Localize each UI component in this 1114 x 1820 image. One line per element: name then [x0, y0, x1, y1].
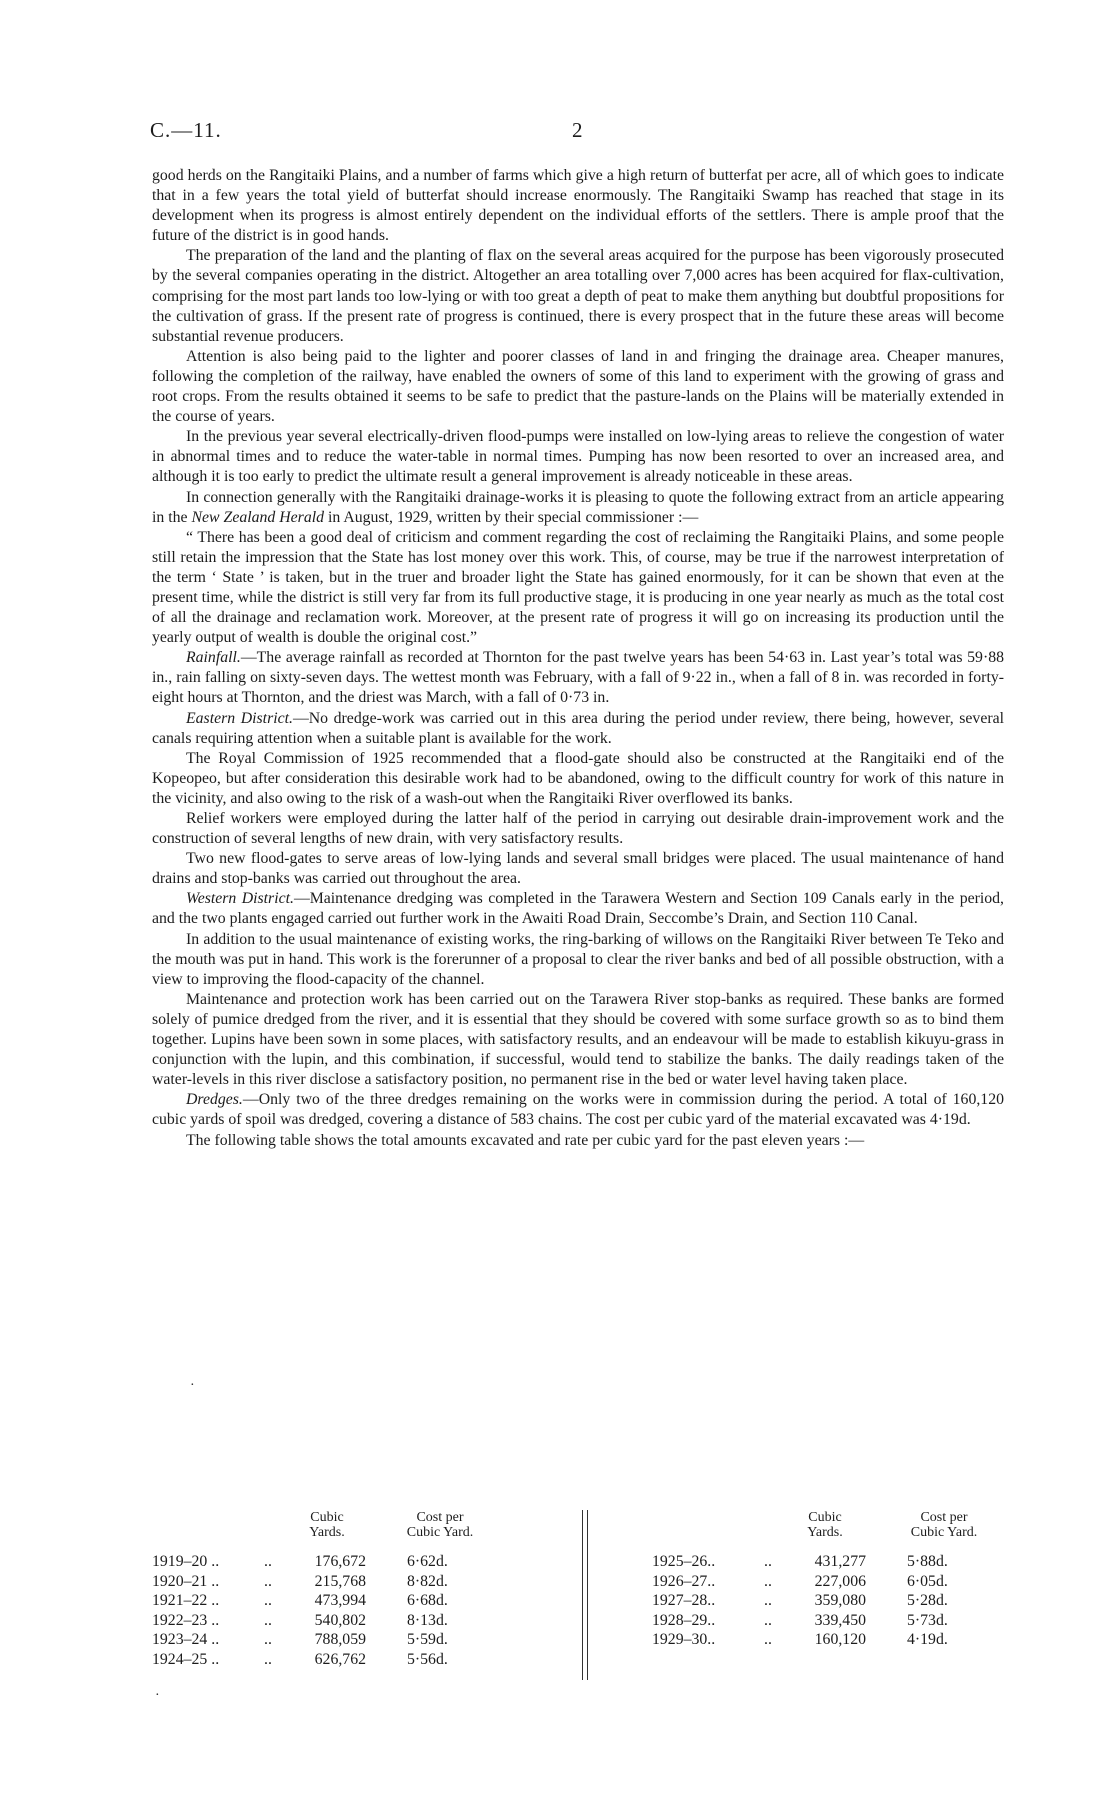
cell-cost: 8·13d.: [407, 1611, 448, 1629]
document-code: C.—11.: [150, 118, 222, 142]
paragraph-text: —The average rainfall as recorded at Thornton for the past twelve years has been 54·63 in. Last year’s total was 59·88 in., rain falling on sixty-seven days. The wettest month was February, with a fall of 9·22 in., when a fall of 8 in. was recorded in forty-eight hours at Thornton, and the driest was March, with a fall of 0·73 in.: [152, 649, 1004, 707]
cell-cost: 4·19d.: [907, 1631, 948, 1649]
paragraph: [152, 930, 1004, 990]
cell-yards: 473,994: [314, 1592, 366, 1610]
cell-year: 1924–25 ..: [152, 1651, 220, 1668]
cell-yards: 359,080: [814, 1592, 866, 1610]
cell-cost: 6·05d.: [907, 1572, 948, 1590]
paragraph-text: —No dredge-work was carried out in this area during the period under review, there being, however, several canals requiring attention when a suitable plant is available for the work.: [152, 709, 1004, 747]
paragraph-text: —Maintenance dredging was completed in the Tarawera Western and Section 109 Canals early in the period, and the two plants engaged carried out further work in the Awaiti Road Drain, Seccombe’s Drain, and Section 110 Canal.: [152, 890, 1004, 928]
paragraph-text: “ There has been a good deal of criticism and comment regarding the cost of reclaiming the Rangitaiki Plains, and some people still retain the impression that the State has lost money over this work. This, of course, may be true if the narrowest interpretation of the term ‘ State ’ is taken, but in the truer and broader light the State has gained enormously, for it can be shown that even at the present time, while the district is still very far from its full productive stage, it is producing in one year nearly as much as the total cost of all the drainage and reclamation work. Moreover, at the present rate of progress it will go on increasing its production until the yearly output of wealth is double the original cost.”: [152, 528, 1004, 647]
italic-heading: Eastern District.: [186, 709, 293, 727]
cell-dots: ..: [764, 1611, 772, 1629]
paragraph: [152, 488, 1004, 528]
paragraph-text: good herds on the Rangitaiki Plains, and a number of farms which give a high return of butterfat per acre, all of which goes to indicate that in a few years the total yield of butterfat should increase enormously. The Rangitaiki Swamp has reached that stage in its development when its progress is almost entirely dependent on the individual efforts of the settlers. There is ample proof that the future of the district is in good hands.: [152, 167, 1004, 245]
paragraph: [152, 809, 1004, 849]
paragraph-text: In connection generally with the Rangitaiki drainage-works it is pleasing to quote the following extract from an article appearing in the: [152, 488, 1004, 526]
left-yards-header: Cubic Yards.: [309, 1510, 345, 1540]
cell-cost: 5·88d.: [907, 1553, 948, 1570]
cell-cost: 5·73d.: [907, 1611, 948, 1629]
cell-year: 1922–23 ..: [152, 1611, 220, 1629]
cell-yards: 160,120: [814, 1631, 866, 1649]
cell-dots: ..: [764, 1572, 772, 1590]
cell-dots: ..: [264, 1572, 272, 1590]
paragraph-text: Maintenance and protection work has been carried out on the Tarawera River stop-banks as required. These banks are formed solely of pumice dredged from the river, and it is essential that they should be covered with some surface growth so as to bind them together. Lupins have been sown in some places, with satisfactory results, and an endeavour will be made to establish kikuyu-grass in conjunction with the lupin, and this combination, if successful, would tend to stabilize the banks. The daily readings taken of the water-levels in this river disclose a satisfactory position, no permanent rise in the bed or water level having taken place.: [152, 990, 1004, 1089]
paragraph: [152, 246, 1004, 346]
cell-year: 1923–24 ..: [152, 1631, 220, 1649]
paragraph-text: in August, 1929, written by their special commissioner :—: [324, 508, 699, 526]
cell-dots: ..: [264, 1553, 272, 1570]
cell-yards: 788,059: [314, 1631, 366, 1649]
cell-year: 1929–30..: [652, 1631, 716, 1649]
paragraph: [152, 347, 1004, 427]
body-text: [152, 166, 1004, 1151]
cell-cost: 5·59d.: [407, 1631, 448, 1649]
right-yards-header: Cubic Yards.: [807, 1510, 843, 1540]
page-header: [150, 118, 970, 148]
paragraph-text: Attention is also being paid to the lighter and poorer classes of land in and fringing the drainage area. Cheaper manures, following the completion of the railway, have enabled the owners of some of this land to experiment with the growing of grass and root crops. From the results obtained it seems to be safe to predict that the pasture-lands on the Plains will be materially extended in the course of years.: [152, 347, 1004, 426]
cell-cost: 5·28d.: [907, 1592, 948, 1610]
paragraph-text: In the previous year several electrically-driven flood-pumps were installed on low-lying areas to relieve the congestion of water in abnormal times and to reduce the water-table in normal times. Pumping has now been resorted to over an increased area, and although it is too early to predict the ultimate result a general improvement is already noticeable in these areas.: [152, 428, 1004, 486]
paragraph: [152, 166, 1004, 246]
paragraph: [152, 990, 1004, 1090]
stray-mark: ·: [190, 1378, 195, 1393]
paragraph: [152, 1131, 1004, 1151]
paragraph: [152, 849, 1004, 889]
cell-dots: ..: [264, 1651, 272, 1668]
cell-dots: ..: [764, 1553, 772, 1570]
stray-mark: ·: [155, 1688, 160, 1703]
cell-yards: 339,450: [814, 1611, 866, 1629]
paragraph-text: The Royal Commission of 1925 recommended that a flood-gate should also be constructed at the Rangitaiki end of the Kopeopeo, but after consideration this desirable work had to be abandoned, owing to the difficult country for work of this nature in the vicinity, and also owing to the risk of a wash-out when the Rangitaiki River overflowed its banks.: [152, 749, 1004, 807]
cell-year: 1928–29..: [652, 1611, 716, 1629]
cell-year: 1926–27..: [652, 1572, 716, 1590]
paragraph-text: The following table shows the total amounts excavated and rate per cubic yard for the past eleven years :—: [186, 1131, 865, 1149]
paragraph-text: Two new flood-gates to serve areas of low-lying lands and several small bridges were placed. The usual maintenance of hand drains and stop-banks was carried out throughout the area.: [152, 850, 1004, 888]
cell-yards: 215,768: [314, 1572, 366, 1590]
paragraph-text: In addition to the usual maintenance of existing works, the ring-barking of willows on the Rangitaiki River between Te Teko and the mouth was put in hand. This work is the forerunner of a proposal to clear the river banks and bed of all possible obstruction, with a view to improving the flood-capacity of the channel.: [152, 930, 1004, 988]
cell-yards: 227,006: [814, 1572, 866, 1590]
italic-heading: New Zealand Herald: [191, 508, 325, 526]
cell-dots: ..: [264, 1631, 272, 1649]
cell-year: 1920–21 ..: [152, 1572, 220, 1590]
paragraph-text: The preparation of the land and the planting of flax on the several areas acquired for the purpose has been vigorously prosecuted by the several companies operating in the district. Altogether an area totalling over 7,000 acres has been acquired for flax-cultivation, comprising for the most part lands too low-lying or with too great a depth of peat to make them anything but doubtful propositions for the cultivation of grass. If the present rate of progress is continued, there is every prospect that in the future these areas will become substantial revenue producers.: [152, 247, 1004, 345]
cell-yards: 176,672: [314, 1553, 366, 1570]
paragraph: [152, 528, 1004, 649]
cell-cost: 6·68d.: [407, 1592, 448, 1610]
table-divider: [582, 1510, 588, 1680]
right-cost-header: Cost per Cubic Yard.: [910, 1510, 978, 1540]
cell-cost: 8·82d.: [407, 1572, 448, 1590]
cell-dots: ..: [264, 1592, 272, 1610]
cell-year: 1921–22 ..: [152, 1592, 220, 1610]
cell-dots: ..: [264, 1611, 272, 1629]
cell-year: 1925–26..: [652, 1553, 716, 1570]
paragraph-text: Relief workers were employed during the latter half of the period in carrying out desirable drain-improvement work and the construction of several lengths of new drain, with very satisfactory results.: [152, 810, 1004, 848]
cell-yards: 540,802: [314, 1611, 366, 1629]
cell-yards: 431,277: [814, 1553, 866, 1570]
cell-yards: 626,762: [314, 1651, 366, 1668]
cell-cost: 5·56d.: [407, 1651, 448, 1668]
page-number: 2: [572, 118, 583, 142]
paragraph: [152, 749, 1004, 809]
italic-heading: Western District.: [186, 890, 294, 908]
cell-cost: 6·62d.: [407, 1553, 448, 1570]
paragraph: [152, 427, 1004, 487]
italic-heading: Rainfall.: [186, 649, 241, 667]
paragraph: [152, 709, 1004, 749]
left-cost-header: Cost per Cubic Yard.: [406, 1510, 474, 1540]
cell-dots: ..: [764, 1631, 772, 1649]
cell-year: 1927–28..: [652, 1592, 716, 1610]
italic-heading: Dredges.: [186, 1091, 243, 1109]
cell-dots: ..: [764, 1592, 772, 1610]
paragraph: [152, 648, 1004, 708]
paragraph: [152, 1090, 1004, 1130]
paragraph: [152, 889, 1004, 929]
cell-year: 1919–20 ..: [152, 1553, 220, 1570]
paragraph-text: —Only two of the three dredges remaining on the works were in commission during the period. A total of 160,120 cubic yards of spoil was dredged, covering a distance of 583 chains. The cost per cubic yard of the material excavated was 4·19d.: [152, 1091, 1004, 1129]
